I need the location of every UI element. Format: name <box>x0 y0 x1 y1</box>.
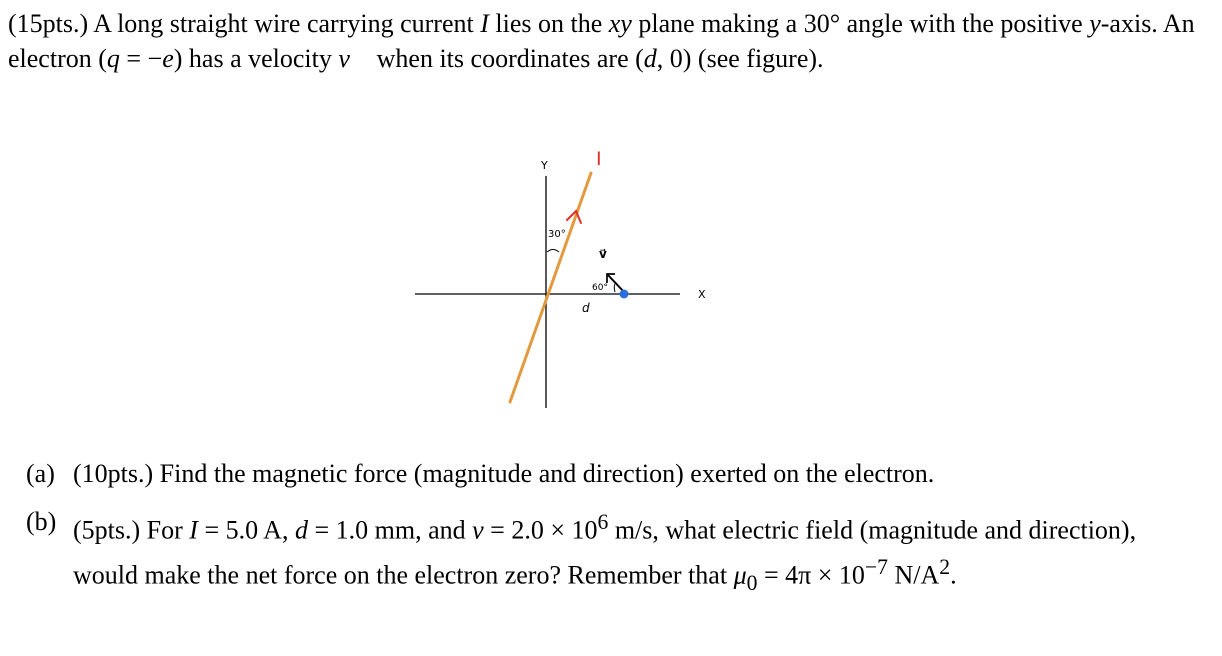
part-b-text-5: m/s, what electric field (magnitude and direction), would make the net force on the electron zero? Remember that <box>73 515 1137 590</box>
wire-angle-label: 30° <box>548 229 566 240</box>
part-a <box>26 456 1206 496</box>
part-b-text-2: = 5.0 A, <box>197 515 295 545</box>
part-b-exponent-2: 2 <box>939 554 951 579</box>
electron-dot <box>620 290 629 299</box>
header-text-1: (15pts.) A long straight wire carrying current <box>8 9 481 38</box>
velocity-label: v⃗ <box>599 247 607 261</box>
figure-svg <box>400 140 730 415</box>
header-text-7: when its coordinates are ( <box>370 44 644 73</box>
distance-symbol: d <box>643 44 657 73</box>
part-b-text-3: = 1.0 mm, and <box>307 515 473 545</box>
wire-angle-arc <box>547 250 559 253</box>
part-b-exponent-6: 6 <box>597 510 609 534</box>
y-axis-label: Y <box>541 159 548 172</box>
charge-symbol: q <box>106 44 120 73</box>
part-b-text <box>73 504 1183 601</box>
header-text-5: = − <box>119 44 163 73</box>
header-text-6: ) has a velocity <box>173 44 339 73</box>
header-text-2: lies on the <box>488 9 609 38</box>
distance-label: d <box>582 301 590 315</box>
part-b <box>26 504 1206 614</box>
part-a-label: (a) <box>26 459 55 488</box>
x-axis-label: X <box>698 288 706 301</box>
part-b-current-symbol: I <box>189 515 198 545</box>
wire <box>510 173 591 402</box>
header-text-8: , 0) (see figure). <box>656 44 824 73</box>
current-label: I <box>596 148 602 170</box>
part-b-text-6: = 4π × 10 <box>757 560 865 590</box>
part-a-text: (10pts.) Find the magnetic force (magnitude and direction) exerted on the electron. <box>73 459 935 488</box>
mu-subscript: 0 <box>746 570 758 595</box>
velocity-vector <box>608 275 624 292</box>
part-b-velocity-symbol: v <box>472 515 484 545</box>
header-text-3: plane making a 30° angle with the positive <box>631 9 1090 38</box>
part-b-text-1: (5pts.) For <box>73 515 190 545</box>
problem-statement <box>8 6 1208 76</box>
velocity-symbol: v⃗ <box>338 44 371 73</box>
xy-symbol: xy <box>608 9 632 38</box>
part-b-text-4: = 2.0 × 10 <box>483 515 598 545</box>
part-b-period: . <box>950 560 957 590</box>
y-symbol: y <box>1089 9 1101 38</box>
velocity-angle-label: 60° <box>592 283 608 293</box>
part-b-exponent-minus7: −7 <box>864 554 888 579</box>
header-text-4: -axis. An electron ( <box>8 9 1195 73</box>
part-b-unit: N/A <box>887 560 940 590</box>
electron-charge-symbol: e <box>162 44 174 73</box>
current-symbol: I <box>480 9 489 38</box>
problem-figure <box>400 140 730 415</box>
part-b-distance-symbol: d <box>294 515 308 545</box>
part-b-label: (b) <box>26 507 57 536</box>
mu-symbol: μ <box>733 560 747 590</box>
